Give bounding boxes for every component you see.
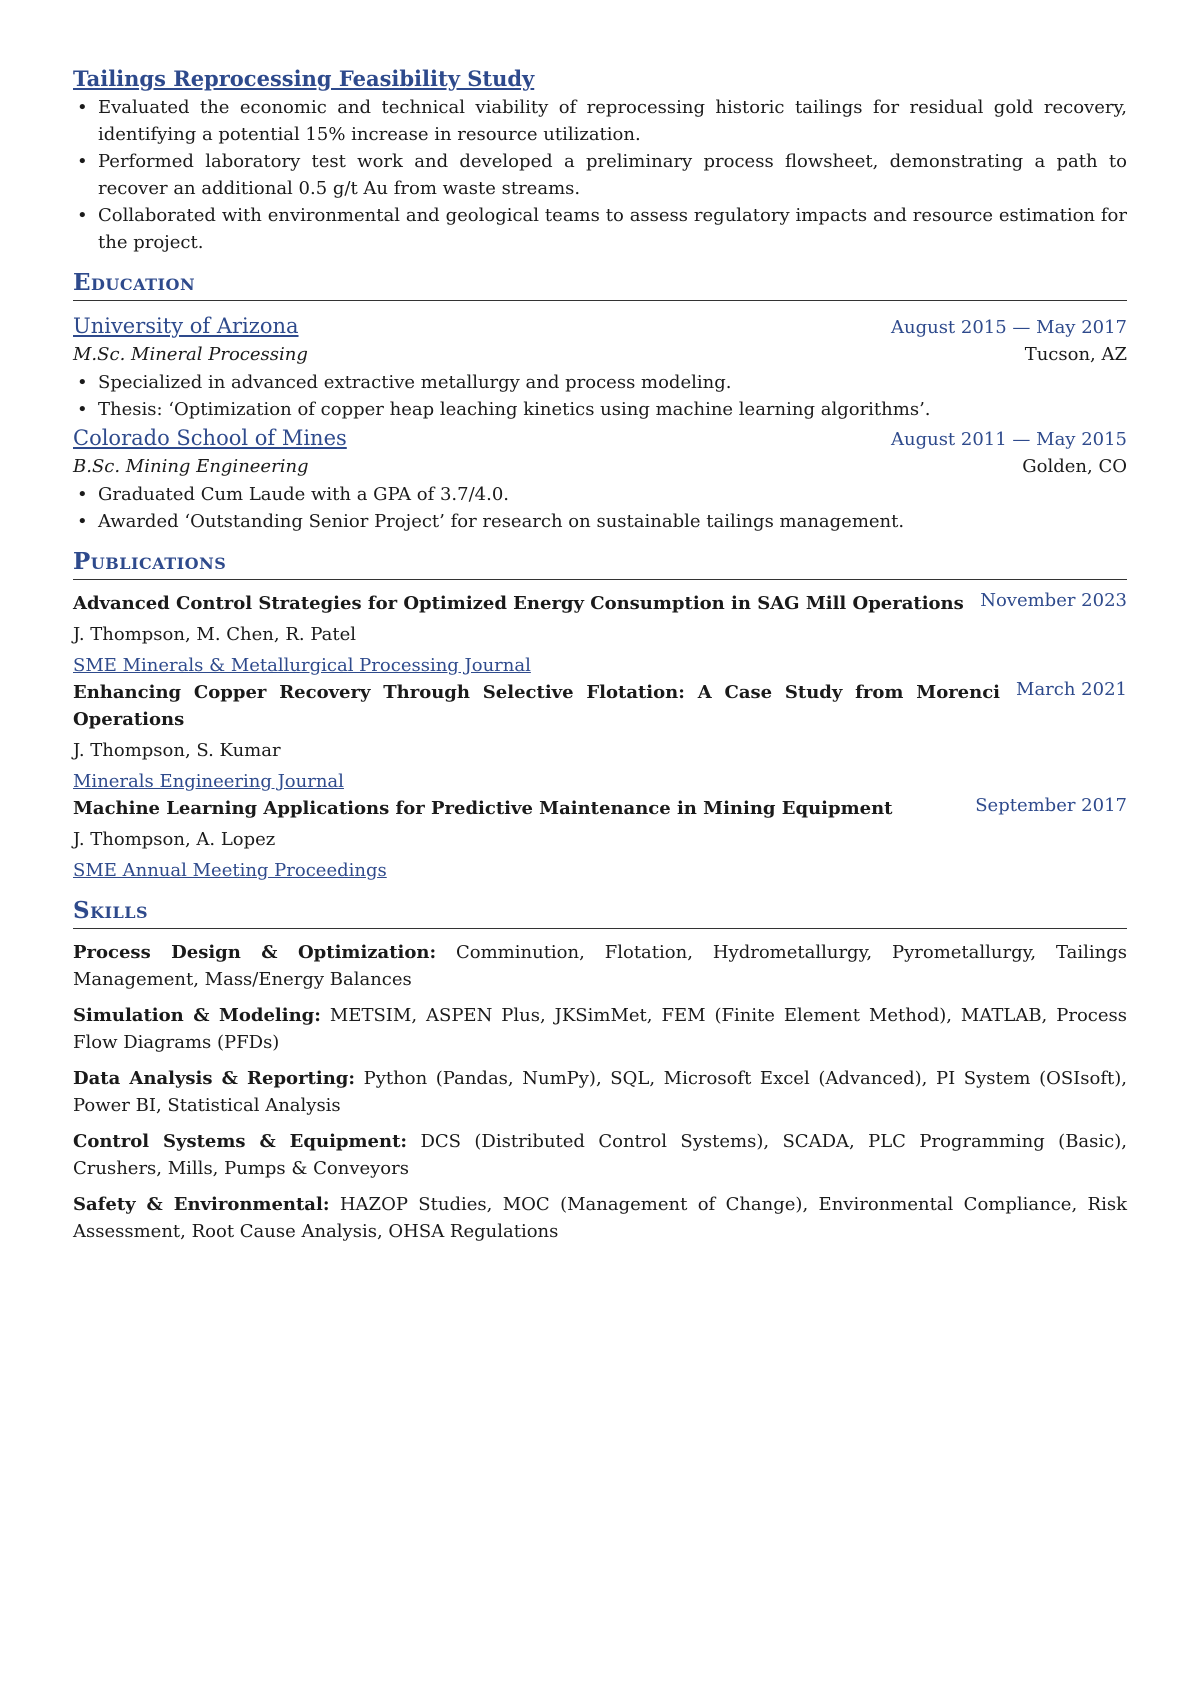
project-bullets xyxy=(73,94,1127,256)
publication-authors: J. Thompson, A. Lopez xyxy=(73,829,276,850)
skill-value: METSIM, ASPEN Plus, JKSimMet, FEM (Finite Element Method), MATLAB, Process Flow Diagrams (PFDs) xyxy=(73,1005,1127,1053)
education-bullet: • Thesis: ‘Optimization of copper heap leaching kinetics using machine learning algorithms’. xyxy=(73,396,1127,423)
skill-row xyxy=(73,1065,1127,1119)
skill-label: Safety & Environmental: xyxy=(73,1194,330,1215)
skill-label: Control Systems & Equipment: xyxy=(73,1131,408,1152)
publication-authors: J. Thompson, M. Chen, R. Patel xyxy=(73,624,356,645)
skill-value: DCS (Distributed Control Systems), SCADA, PLC Programming (Basic), Crushers, Mills, Pumps & Conveyors xyxy=(73,1131,1127,1179)
publication-entry xyxy=(73,679,1127,795)
skill-row xyxy=(73,1128,1127,1182)
skill-label: Simulation & Modeling: xyxy=(73,1005,321,1026)
education-entry xyxy=(73,311,1127,423)
skill-value: Python (Pandas, NumPy), SQL, Microsoft Excel (Advanced), PI System (OSIsoft), Power BI, Statistical Analysis xyxy=(73,1068,1128,1116)
publication-venue-link[interactable]: SME Annual Meeting Proceedings xyxy=(73,860,387,881)
publication-title: Advanced Control Strategies for Optimized Energy Consumption in SAG Mill Operations xyxy=(73,593,964,614)
project-title-link[interactable]: Tailings Reprocessing Feasibility Study xyxy=(73,66,535,91)
education-heading: Education xyxy=(73,268,1127,301)
education-bullets xyxy=(73,369,1127,423)
education-dates: August 2015 — May 2017 xyxy=(890,317,1127,338)
education-location: Tucson, AZ xyxy=(1024,344,1127,365)
degree: M.Sc. Mineral Processing xyxy=(73,344,308,365)
education-location: Golden, CO xyxy=(1022,456,1127,477)
education-bullet: • Specialized in advanced extractive metallurgy and process modeling. xyxy=(73,369,1127,396)
publication-venue-link[interactable]: Minerals Engineering Journal xyxy=(73,771,344,792)
skill-row xyxy=(73,1191,1127,1245)
skill-row xyxy=(73,1002,1127,1056)
project-entry xyxy=(73,64,1127,256)
publications-heading: Publications xyxy=(73,547,1127,580)
resume-content xyxy=(73,64,1127,1254)
education-bullet: • Awarded ‘Outstanding Senior Project’ for research on sustainable tailings management. xyxy=(73,508,1127,535)
publication-entry xyxy=(73,795,1127,884)
education-bullets xyxy=(73,481,1127,535)
education-entry xyxy=(73,423,1127,535)
publication-venue-link[interactable]: SME Minerals & Metallurgical Processing Journal xyxy=(73,655,531,676)
degree: B.Sc. Mining Engineering xyxy=(73,456,309,477)
publication-title: Machine Learning Applications for Predictive Maintenance in Mining Equipment xyxy=(73,798,893,819)
publication-date: November 2023 xyxy=(980,590,1127,611)
education-dates: August 2011 — May 2015 xyxy=(890,429,1127,450)
publication-date: September 2017 xyxy=(975,795,1127,816)
skill-row xyxy=(73,939,1127,993)
school-name-link[interactable]: Colorado School of Mines xyxy=(73,426,347,450)
project-bullet: • Performed laboratory test work and developed a preliminary process flowsheet, demonstrating a path to recover an additional 0.5 g/t Au from waste streams. xyxy=(73,148,1127,202)
publication-date: March 2021 xyxy=(1016,679,1127,700)
project-bullet: • Collaborated with environmental and geological teams to assess regulatory impacts and resource estimation for the project. xyxy=(73,202,1127,256)
publication-entry xyxy=(73,590,1127,679)
skill-label: Data Analysis & Reporting: xyxy=(73,1068,356,1089)
skills-heading: Skills xyxy=(73,896,1127,929)
skill-value: HAZOP Studies, MOC (Management of Change), Environmental Compliance, Risk Assessment, Root Cause Analysis, OHSA Regulations xyxy=(73,1194,1127,1242)
skill-value: Comminution, Flotation, Hydrometallurgy, Pyrometallurgy, Tailings Management, Mass/Energy Balances xyxy=(73,942,1127,990)
school-name-link[interactable]: University of Arizona xyxy=(73,314,299,338)
skill-label: Process Design & Optimization: xyxy=(73,942,437,963)
education-bullet: • Graduated Cum Laude with a GPA of 3.7/4.0. xyxy=(73,481,1127,508)
publication-title: Enhancing Copper Recovery Through Selective Flotation: A Case Study from Morenci Operations xyxy=(73,682,1001,730)
publication-authors: J. Thompson, S. Kumar xyxy=(73,740,281,761)
project-bullet: • Evaluated the economic and technical viability of reprocessing historic tailings for residual gold recovery, identifying a potential 15% increase in resource utilization. xyxy=(73,94,1127,148)
